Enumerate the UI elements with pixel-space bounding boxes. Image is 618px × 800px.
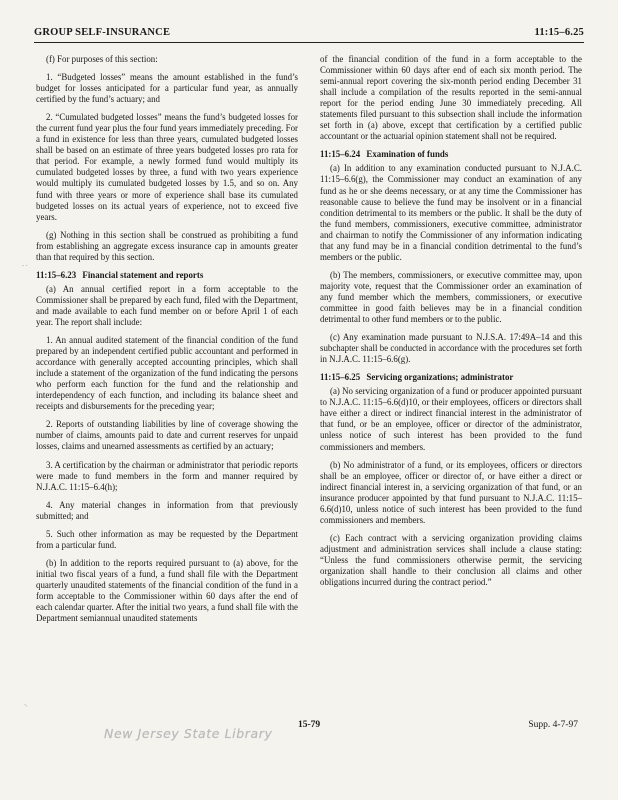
section-title: Examination of funds <box>366 149 449 160</box>
section-heading-6-23 <box>36 270 298 281</box>
section-number: 11:15–6.23 <box>36 269 77 280</box>
paragraph-c: (c) Any examination made pursuant to N.J.S.A. 17:49A–14 and this subchapter shall be conducted in accordance with the procedures set forth in N.J.A.C. 11:15–6.6(g). <box>320 332 582 365</box>
supplement-date: Supp. 4-7-97 <box>528 720 578 730</box>
paragraph-b: (b) No administrator of a fund, or its employees, officers or directors shall be an employee, officer or director of, or have either a direct or indirect financial interest in, a servicing organization of that fund, or an insurance producer appointed by that fund pursuant to N.J.A.C. 11:15–6.6(d)10, unless notice of such interest has been provided to the fund commissioners and members. <box>320 459 582 525</box>
library-stamp: New Jersey State Library <box>104 726 273 741</box>
scan-mark: ⸜ <box>24 700 28 708</box>
paragraph-b: (b) The members, commissioners, or executive committee may, upon majority vote, request that the Commissioner order an examination of any fund member which the members, commissioners, or executive committee in good faith believes may be in a financial condition detrimental to other fund members or to the public. <box>320 269 582 325</box>
left-column <box>36 54 298 631</box>
section-title: Financial statement and reports <box>82 269 204 280</box>
paragraph-g: (g) Nothing in this section shall be construed as prohibiting a fund from establishing an aggregate excess insurance cap in amounts greater than that required by this section. <box>36 229 298 262</box>
section-title: Servicing organizations; administrator <box>366 372 514 383</box>
paragraph-f2: 2. “Cumulated budgeted losses” means the fund’s budgeted losses for the current fund year plus the four fund years immediately preceding. For a fund in existence for less than three years, cumulated budgeted losses shall be based on an estimate of three years budgeted losses pro rata for that period. For example, a newly formed fund would multiply its cumulated budgeted losses by three, a fund with two years experience would multiply its cumulated budgeted losses by 1.5, and so on. Any fund with three years or more of experience shall base its cumulated budgeted losses on its actual years of experience, not to exceed five years. <box>36 112 298 222</box>
section-number: 11:15–6.24 <box>320 149 361 160</box>
right-column <box>320 54 582 595</box>
page-number: 15-79 <box>298 720 321 730</box>
header-title: GROUP SELF-INSURANCE <box>34 27 171 38</box>
paragraph-a3: 3. A certification by the chairman or administrator that periodic reports were made to fund members in the form and manner required by N.J.A.C. 11:15–6.4(h); <box>36 459 298 492</box>
paragraph-a: (a) No servicing organization of a fund or producer appointed pursuant to N.J.A.C. 11:15–6.6(d)10, or their employees, officers or directors shall have either a direct or indirect financial interest in the administrator of that fund, or be an employee, officer or director of the administrator, unless notice of such interest has been provided to the fund commissioners and members. <box>320 386 582 452</box>
running-header <box>34 26 584 43</box>
paragraph-f: (f) For purposes of this section: <box>46 54 158 64</box>
paragraph-f1: 1. “Budgeted losses” means the amount established in the fund’s budget for losses anticipated for a particular fund year, as annually certified by the fund’s actuary; and <box>36 72 298 105</box>
paragraph-a2: 2. Reports of outstanding liabilities by line of coverage showing the number of claims, amounts paid to date and current reserves for unpaid losses, claims and unearned assessments as certified by an actuary; <box>36 419 298 452</box>
paragraph-b: (b) In addition to the reports required pursuant to (a) above, for the initial two fiscal years of a fund, a fund shall file with the Department quarterly unaudited statements of the financial condition of the fund in a form acceptable to the Commissioner within 60 days after the end of each calendar quarter. After the initial two years, a fund shall file with the Department semiannual unaudited statements <box>36 557 298 624</box>
section-heading-6-25 <box>320 372 582 383</box>
paragraph-a1: 1. An annual audited statement of the financial condition of the fund prepared by an independent certified public accountant and performed in accordance with generally accepted accounting principles, which shall include a statement of the organization of the fund indicating the persons who perform each function for the fund and the relationship and interdependency of each function, and including its balance sheet and receipts and disbursements for the preceding year; <box>36 335 298 412</box>
section-heading-6-24 <box>320 149 582 160</box>
header-section-range: 11:15–6.25 <box>534 27 584 38</box>
paragraph-a: (a) An annual certified report in a form acceptable to the Commissioner shall be prepared by each fund, filed with the Department, and made available to each fund member on or before April 1 of each year. The report shall include: <box>36 283 298 327</box>
paragraph-continuation: of the financial condition of the fund in a form acceptable to the Commissioner within 60 days after end of each six month period. The semi-annual report covering the six-month period ending December 31 shall include a compilation of the results reported in the semi-annual report for the period ending June 30 immediately preceding. All statements filed pursuant to this subsection shall include the information set forth in (a) above, except that certification by a certified public accountant or the actuarial opinion statement shall not be required. <box>320 54 582 142</box>
paragraph-a5: 5. Such other information as may be requested by the Department from a particular fund. <box>36 528 298 550</box>
paragraph-a: (a) In addition to any examination conducted pursuant to N.J.A.C. 11:15–6.6(g), the Commissioner may conduct an examination of any fund as he or she deems necessary, or at any time the Commissioner has reasonable cause to believe the fund may be insolvent or in a financial condition detrimental to its members or the public. It shall be the duty of the fund members, commissioners, executive committee, administrator and chairman to notify the Commissioner of any information indicating that any fund may be in a financial condition detrimental to the fund’s members or the public. <box>320 163 582 262</box>
paragraph-c: (c) Each contract with a servicing organization providing claims adjustment and administration services shall include a clause stating: “Unless the fund commissioners otherwise permit, the servicing organization shall handle to their conclusion all claims and other obligations incurred during the contract period.” <box>320 532 582 588</box>
scan-mark: ⸱ · <box>22 262 28 270</box>
paragraph-a4: 4. Any material changes in information from that previously submitted; and <box>36 499 298 521</box>
section-number: 11:15–6.25 <box>320 372 361 383</box>
